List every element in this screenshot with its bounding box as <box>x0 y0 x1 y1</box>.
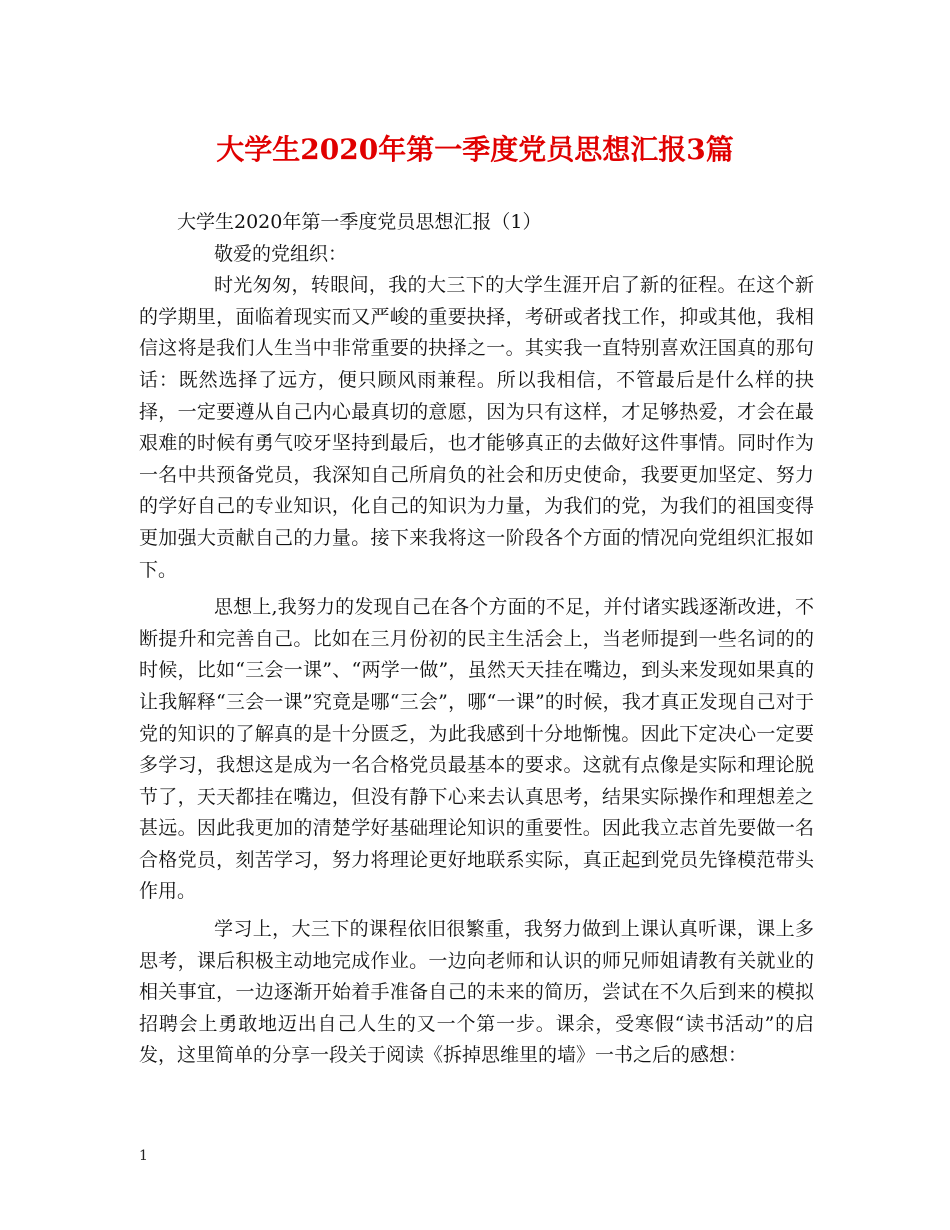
salutation: 敬爱的党组织： <box>214 242 348 265</box>
document-title: 大学生2020年第一季度党员思想汇报3篇 <box>216 133 734 166</box>
section-heading: 大学生2020年第一季度党员思想汇报（1） <box>177 211 542 233</box>
document-body <box>139 207 814 1072</box>
paragraph-1: 时光匆匆，转眼间，我的大三下的大学生涯开启了新的征程。在这个新的学期里，面临着现实而又严峻的重要抉择，考研或者找工作，抑或其他，我相信这将是我们人生当中非常重要的抉择之一。其实我一直特别喜欢汪国真的那句话：既然选择了远方，便只顾风雨兼程。所以我相信，不管最后是什么样的抉择，一定要遵从自己内心最真切的意愿，因为只有这样，才足够热爱，才会在最艰难的时候有勇气咬牙坚持到最后，也才能够真正的去做好这件事情。同时作为一名中共预备党员，我深知自己所肩负的社会和历史使命，我要更加坚定、努力的学好自己的专业知识，化自己的知识为力量，为我们的党，为我们的祖国变得更加强大贡献自己的力量。接下来我将这一阶段各个方面的情况向党组织汇报如下。 <box>139 274 814 581</box>
paragraph-2: 思想上,我努力的发现自己在各个方面的不足，并付诸实践逐渐改进，不断提升和完善自己。比如在三月份初的民主生活会上，当老师提到一些名词的的时候，比如“三会一课”、“两学一做”，虽然天天挂在嘴边，到头来发现如果真的让我解释“三会一课”究竟是哪“三会”，哪“一课”的时候，我才真正发现自己对于党的知识的了解真的是十分匮乏，为此我感到十分地惭愧。因此下定决心一定要多学习，我想这是成为一名合格党员最基本的要求。这就有点像是实际和理论脱节了，天天都挂在嘴边，但没有静下心来去认真思考，结果实际操作和理想差之甚远。因此我更加的清楚学好基础理论知识的重要性。因此我立志首先要做一名合格党员，刻苦学习，努力将理论更好地联系实际，真正起到党员先锋模范带头作用。 <box>139 596 814 903</box>
paragraph-3: 学习上，大三下的课程依旧很繁重，我努力做到上课认真听课，课上多思考，课后积极主动地完成作业。一边向老师和认识的师兄师姐请教有关就业的相关事宜，一边逐渐开始着手准备自己的未来的简历，尝试在不久后到来的模拟招聘会上勇敢地迈出自己人生的又一个第一步。课余，受寒假“读书活动”的启发，这里简单的分享一段关于阅读《拆掉思维里的墙》一书之后的感想： <box>139 918 814 1067</box>
page-number: 1 <box>139 1148 148 1164</box>
